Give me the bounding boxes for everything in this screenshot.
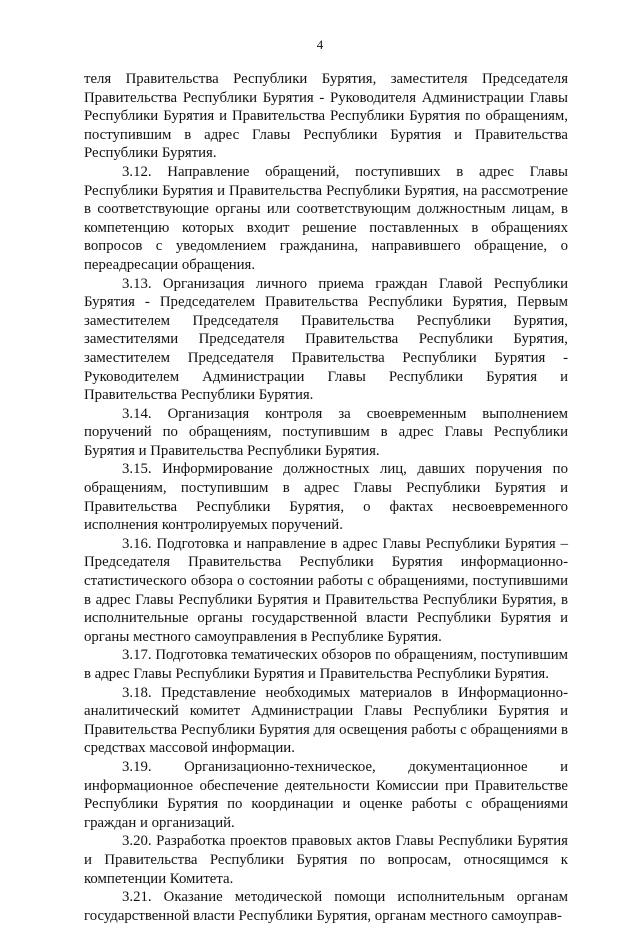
paragraph-3-18: 3.18. Представление необходимых материалов в Информационно-аналитический комитет Администрации Главы Республики Бурятия и Правительства Республики Бурятия для освещения работы с обращениями в средствах массовой информации. xyxy=(84,684,568,757)
paragraph-3-16: 3.16. Подготовка и направление в адрес Главы Республики Бурятия – Председателя Правительства Республики Бурятия информационно-статистического обзора о состоянии работы с обращениями, поступившими в адрес Главы Республики Бурятия и Правительства Республики Бурятия, в исполнительные органы государственной власти Республики Бурятия и органы местного самоуправления в Республике Бурятия. xyxy=(84,535,568,645)
paragraph-3-19: 3.19. Организационно-техническое, документационное и информационное обеспечение деятельности Комиссии при Правительстве Республики Бурятия по координации и оценке работы с обращениями граждан и организаций. xyxy=(84,758,568,831)
paragraph-3-13: 3.13. Организация личного приема граждан Главой Республики Бурятия - Председателем Правительства Республики Бурятия, Первым заместителем Председателя Правительства Республики Бурятия, заместителями Председателя Правительства Республики Бурятия, заместителем Председателя Правительства Республики Бурятия - Руководителем Администрации Главы Республики Бурятия и Правительства Республики Бурятия. xyxy=(84,275,568,404)
paragraph-continuation: теля Правительства Республики Бурятия, заместителя Председателя Правительства Республики Бурятия - Руководителя Администрации Главы Республики Бурятия и Правительства Республики Бурятия по обращениям, поступившим в адрес Главы Республики Бурятия и Правительства Республики Бурятия. xyxy=(84,71,568,162)
paragraph-3-20: 3.20. Разработка проектов правовых актов Главы Республики Бурятия и Правительства Республики Бурятия по вопросам, относящимся к компетенции Комитета. xyxy=(84,833,568,887)
paragraph-3-21: 3.21. Оказание методической помощи исполнительным органам государственной власти Республики Бурятия, органам местного самоуправ- xyxy=(84,889,568,924)
page-number: 4 xyxy=(316,37,324,52)
paragraph-3-12: 3.12. Направление обращений, поступивших в адрес Главы Республики Бурятия и Правительства Республики Бурятия, на рассмотрение в соответствующие органы или соответствующим должностным лицам, в компетенцию которых входит решение поставленных в обращениях вопросов с уведомлением гражданина, направившего обращение, о переадресации обращения. xyxy=(84,163,568,273)
paragraph-3-15: 3.15. Информирование должностных лиц, давших поручения по обращениям, поступившим в адрес Главы Республики Бурятия и Правительства Республики Бурятия, о фактах несвоевременного исполнения контролируемых поручений. xyxy=(84,461,568,534)
paragraph-3-14: 3.14. Организация контроля за своевременным выполнением поручений по обращениям, поступившим в адрес Главы Республики Бурятия и Правительства Республики Бурятия. xyxy=(84,405,568,459)
document-body xyxy=(84,70,568,925)
paragraph-3-17: 3.17. Подготовка тематических обзоров по обращениям, поступившим в адрес Главы Республики Бурятия и Правительства Республики Бурятия. xyxy=(84,647,568,682)
